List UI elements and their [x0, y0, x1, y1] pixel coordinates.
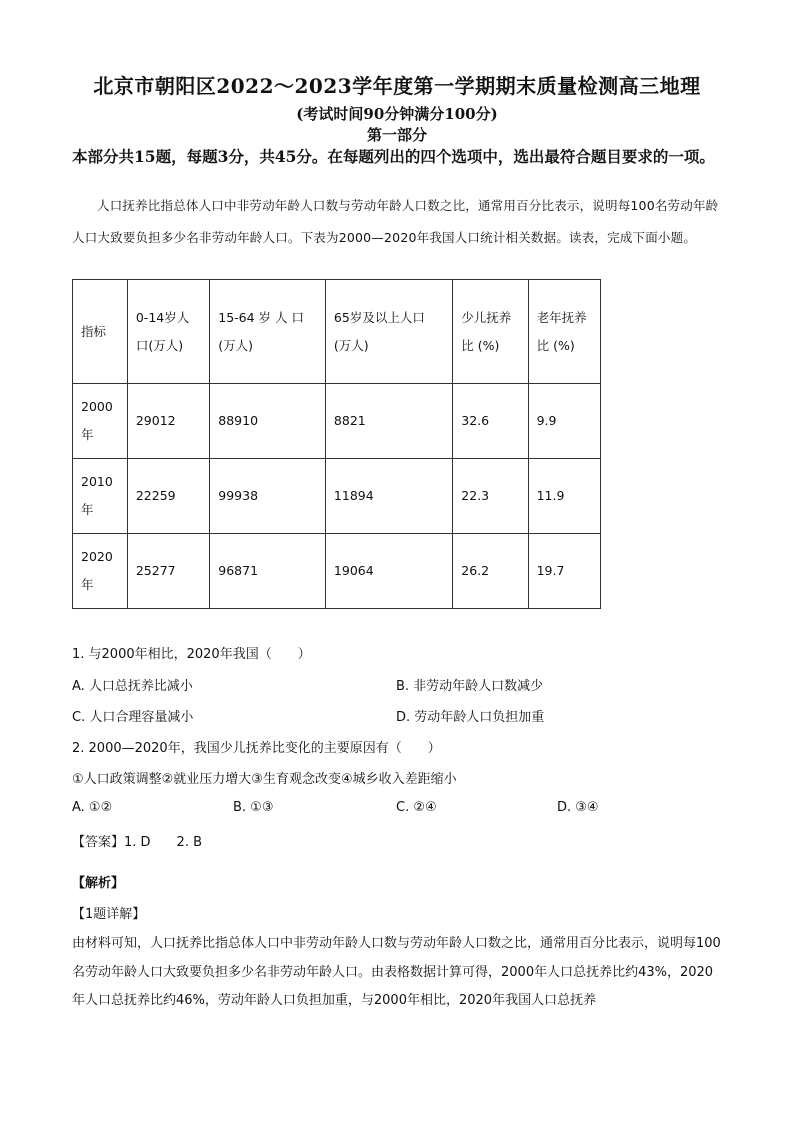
question-1-option-d: D. 劳动年龄人口负担加重	[396, 710, 545, 725]
table-row	[73, 534, 601, 609]
table-cell: 99938	[210, 459, 326, 534]
table-header-cell: 少儿抚养比 (%)	[453, 280, 528, 384]
question-1-explanation: 由材料可知，人口抚养比指总体人口中非劳动年龄人口数与劳动年龄人口数之比，通常用百分比表示，说明每100名劳动年龄人口大致要负担多少名非劳动年龄人口。由表格数据计算可得，2000年人口总抚养比约43%，2020年人口总抚养比约46%，劳动年龄人口负担加重，与2000年相比，2020年我国人口总抚养	[72, 936, 721, 1008]
table-cell: 19.7	[528, 534, 600, 609]
question-2-stem: 2. 2000—2020年，我国少儿抚养比变化的主要原因有（ ）	[72, 741, 441, 756]
table-cell: 11894	[325, 459, 452, 534]
answer-line: 【答案】1. D 2. B	[72, 835, 203, 850]
table-cell: 32.6	[453, 384, 528, 459]
table-header-row	[73, 280, 601, 384]
question-material: 人口抚养比指总体人口中非劳动年龄人口数与劳动年龄人口数之比，通常用百分比表示，说明每100名劳动年龄人口大致要负担多少名非劳动年龄人口。下表为2000—2020年我国人口统计相关数据。读表，完成下面小题。	[72, 198, 719, 245]
page-title: 北京市朝阳区2022～2023学年度第一学期期末质量检测高三地理	[93, 74, 701, 98]
table-cell: 96871	[210, 534, 326, 609]
table-cell: 22259	[127, 459, 209, 534]
population-table	[72, 279, 601, 609]
table-cell: 8821	[325, 384, 452, 459]
table-row	[73, 459, 601, 534]
table-row	[73, 384, 601, 459]
table-cell: 25277	[127, 534, 209, 609]
table-cell: 2020年	[73, 534, 128, 609]
analysis-heading: 【解析】	[72, 876, 125, 891]
table-header-cell: 65岁及以上人口 (万人)	[325, 280, 452, 384]
table-cell: 26.2	[453, 534, 528, 609]
table-cell: 2010年	[73, 459, 128, 534]
question-1-option-b: B. 非劳动年龄人口数减少	[396, 679, 544, 694]
question-1-option-a: A. 人口总抚养比减小	[72, 679, 193, 694]
table-cell: 9.9	[528, 384, 600, 459]
question-2-option-d: D. ③④	[557, 800, 599, 815]
table-cell: 19064	[325, 534, 452, 609]
table-cell: 11.9	[528, 459, 600, 534]
exam-duration-note: (考试时间90分钟满分100分)	[296, 105, 498, 123]
question-1-option-c: C. 人口合理容量减小	[72, 710, 194, 725]
table-header-cell: 老年抚养比 (%)	[528, 280, 600, 384]
part-heading: 第一部分	[366, 126, 427, 144]
table-cell: 2000年	[73, 384, 128, 459]
section-instruction: 本部分共15题，每题3分，共45分。在每题列出的四个选项中，选出最符合题目要求的一项。	[72, 147, 715, 166]
table-header-cell: 0-14岁人口(万人)	[127, 280, 209, 384]
question-2-option-a: A. ①②	[72, 800, 113, 815]
question-1-detail-heading: 【1题详解】	[72, 907, 146, 922]
table-header-cell: 15-64 岁 人 口 (万人)	[210, 280, 326, 384]
table-header-cell: 指标	[73, 280, 128, 384]
question-2-option-b: B. ①③	[233, 800, 274, 815]
question-2-option-c: C. ②④	[396, 800, 437, 815]
table-cell: 22.3	[453, 459, 528, 534]
table-cell: 29012	[127, 384, 209, 459]
question-1-stem: 1. 与2000年相比，2020年我国（ ）	[72, 647, 311, 662]
question-2-statements: ①人口政策调整②就业压力增大③生育观念改变④城乡收入差距缩小	[72, 772, 457, 787]
table-cell: 88910	[210, 384, 326, 459]
